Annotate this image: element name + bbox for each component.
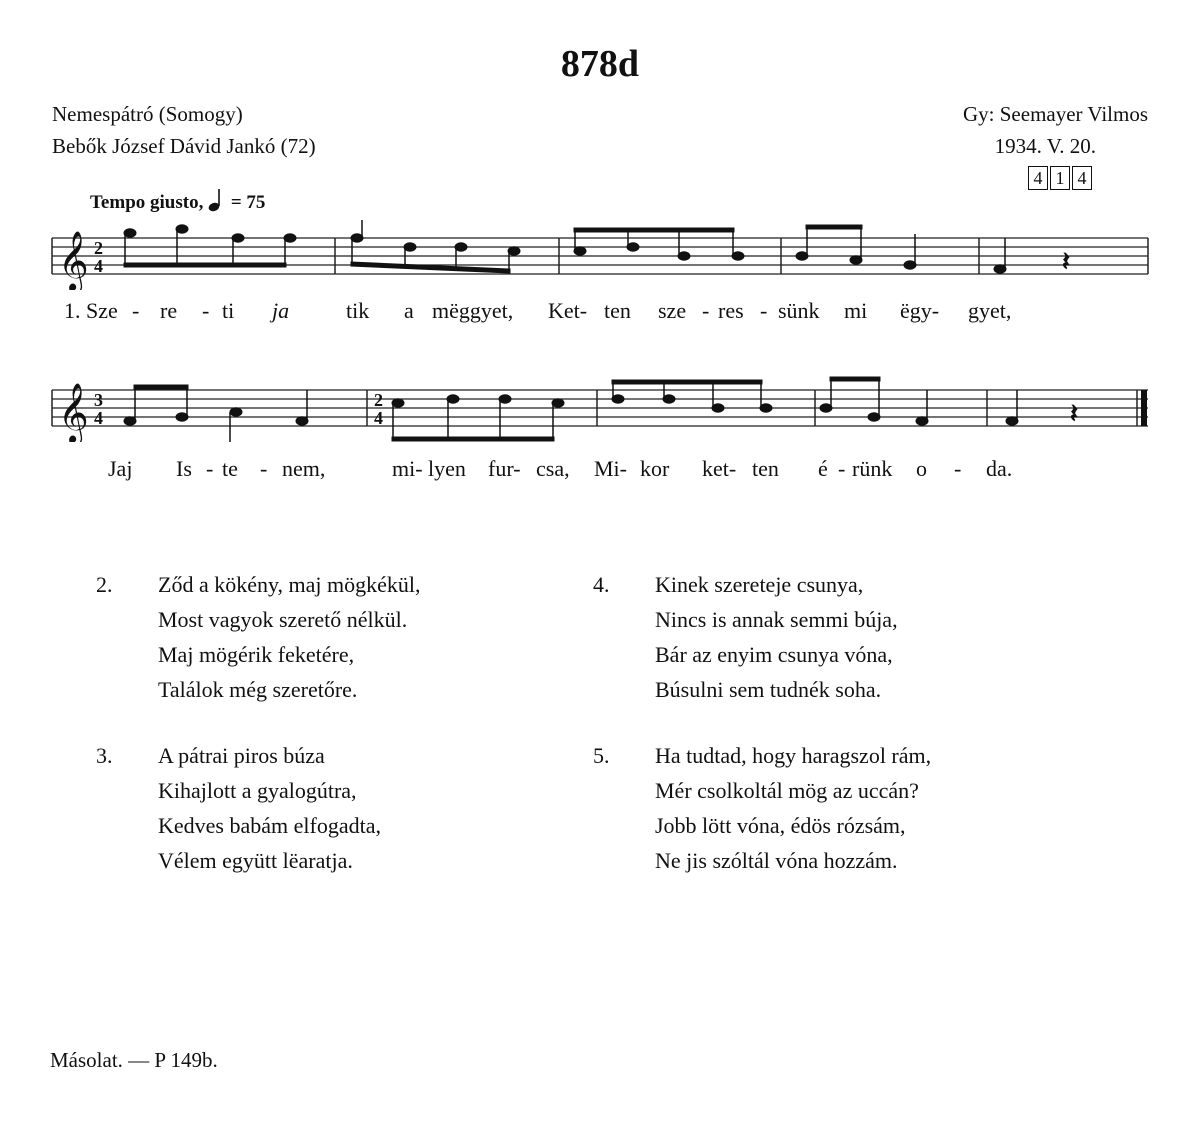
source-reference: Másolat. — P 149b. bbox=[50, 1048, 218, 1072]
lyric-syllable: kor bbox=[640, 456, 670, 481]
lyric-hyphen: - bbox=[760, 298, 768, 323]
lyric-syllable: lyen bbox=[428, 456, 466, 481]
time-sig-denominator: 4 bbox=[94, 256, 103, 276]
classification-code bbox=[1028, 166, 1092, 190]
stanza-line: Nincs is annak semmi búja, bbox=[655, 607, 898, 632]
lyric-syllable: tik bbox=[346, 298, 370, 323]
stanza-line: Vélem együtt lëaratja. bbox=[158, 848, 353, 873]
stanza-line: Találok még szeretőre. bbox=[158, 677, 358, 702]
lyric-syllable: mëggyet, bbox=[432, 298, 514, 323]
stanza-line: Most vagyok szerető nélkül. bbox=[158, 607, 408, 632]
lyric-syllable: ten bbox=[604, 298, 631, 323]
lyric-syllable: sze bbox=[658, 298, 687, 323]
lyric-hyphen: - bbox=[838, 456, 846, 481]
collection-date: 1934. V. 20. bbox=[994, 134, 1096, 158]
notes-line-2 bbox=[124, 377, 1078, 442]
tempo-text: Tempo giusto, bbox=[90, 192, 204, 213]
metronome-value: = 75 bbox=[230, 192, 266, 213]
lyric-hyphen: - bbox=[132, 298, 140, 323]
stanza-line: A pátrai piros búza bbox=[158, 743, 325, 768]
lyric-hyphen: - bbox=[702, 298, 710, 323]
singer: Bebők József Dávid Jankó (72) bbox=[52, 134, 316, 158]
final-barline bbox=[1141, 390, 1147, 426]
lyric-syllable: sünk bbox=[778, 298, 820, 323]
lyric-syllable: mi bbox=[844, 298, 868, 323]
lyric-syllable: a bbox=[404, 298, 414, 323]
time-sig-numerator: 2 bbox=[94, 238, 103, 258]
staff-line-1 bbox=[0, 220, 1200, 290]
stanza-number: 3. bbox=[96, 743, 113, 768]
lyric-syllable: re bbox=[160, 298, 178, 323]
stanza-number: 4. bbox=[593, 572, 610, 597]
lyric-syllable: nem, bbox=[282, 456, 326, 481]
time-sig-numerator: 3 bbox=[94, 390, 103, 410]
stanza-line: Jobb lött vóna, édös rózsám, bbox=[655, 813, 906, 838]
class-digit: 1 bbox=[1050, 166, 1070, 190]
stanza-line: Bár az enyim csunya vóna, bbox=[655, 642, 893, 667]
lyric-syllable: res bbox=[718, 298, 744, 323]
lyric-syllable: csa, bbox=[536, 456, 570, 481]
lyric-syllable: Is bbox=[176, 456, 192, 481]
lyric-hyphen: - bbox=[202, 298, 210, 323]
lyric-syllable: Jaj bbox=[108, 456, 133, 481]
stanza-line: Kedves babám elfogadta, bbox=[158, 813, 381, 838]
lyric-syllable: ja bbox=[272, 298, 290, 323]
lyric-syllable: 1. Sze bbox=[64, 298, 118, 323]
stanza-line: Ha tudtad, hogy haragszol rám, bbox=[655, 743, 932, 768]
collector: Gy: Seemayer Vilmos bbox=[963, 102, 1148, 126]
place: Nemespátró (Somogy) bbox=[52, 102, 243, 126]
stanza-line: Ne jis szóltál vóna hozzám. bbox=[655, 848, 898, 873]
stanza-line: Mér csolkoltál mög az uccán? bbox=[655, 778, 919, 803]
class-digit: 4 bbox=[1028, 166, 1048, 190]
lyric-syllable: rünk bbox=[852, 456, 893, 481]
stanza-line: Búsulni sem tudnék soha. bbox=[655, 677, 882, 702]
class-digit: 4 bbox=[1072, 166, 1092, 190]
lyric-syllable: Mi- bbox=[594, 456, 627, 481]
lyric-syllable: ten bbox=[752, 456, 779, 481]
stanza-line: Kinek szereteje csunya, bbox=[655, 572, 864, 597]
time-sig-denominator: 4 bbox=[374, 408, 383, 428]
stanza-line: Maj mögérik feketére, bbox=[158, 642, 355, 667]
lyric-syllable: o bbox=[916, 456, 927, 481]
stanza-line: Kihajlott a gyalogútra, bbox=[158, 778, 357, 803]
time-sig-numerator: 2 bbox=[374, 390, 383, 410]
lyric-syllable: gyet, bbox=[968, 298, 1012, 323]
lyric-hyphen: - bbox=[206, 456, 214, 481]
lyric-syllable: ket- bbox=[702, 456, 737, 481]
source-info bbox=[52, 98, 316, 162]
stanza-line: Ződ a kökény, maj mögkékül, bbox=[158, 572, 421, 597]
lyric-syllable: fur- bbox=[488, 456, 521, 481]
page-title: 878d bbox=[560, 43, 640, 85]
notes-line-1 bbox=[124, 220, 1070, 277]
treble-clef-icon: 𝄞 bbox=[58, 383, 89, 442]
lyric-syllable: te bbox=[222, 456, 238, 481]
lyric-hyphen: - bbox=[260, 456, 268, 481]
quarter-rest-icon: 𝄽 bbox=[1070, 399, 1078, 429]
lyric-syllable: Ket- bbox=[548, 298, 588, 323]
lyric-syllable: da. bbox=[986, 456, 1013, 481]
lyric-syllable: ti bbox=[222, 298, 235, 323]
staff-line-2 bbox=[0, 372, 1200, 442]
stanza-number: 2. bbox=[96, 572, 113, 597]
lyric-hyphen: - bbox=[954, 456, 962, 481]
quarter-note-icon bbox=[208, 188, 226, 212]
quarter-rest-icon: 𝄽 bbox=[1062, 247, 1070, 277]
collection-info bbox=[963, 98, 1148, 162]
stanza-number: 5. bbox=[593, 743, 610, 768]
lyric-syllable: é bbox=[818, 456, 828, 481]
lyric-syllable: ëgy- bbox=[900, 298, 940, 323]
treble-clef-icon: 𝄞 bbox=[58, 231, 89, 290]
time-sig-denominator: 4 bbox=[94, 408, 103, 428]
tempo-marking bbox=[90, 188, 265, 214]
lyric-syllable: mi- bbox=[392, 456, 423, 481]
